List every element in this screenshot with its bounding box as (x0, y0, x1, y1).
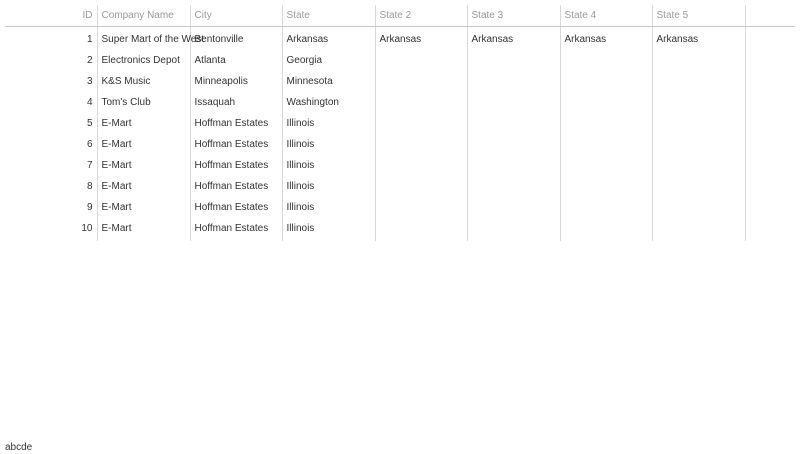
cell-id[interactable]: 8 (5, 176, 97, 197)
data-table (5, 5, 746, 241)
cell-state-4[interactable] (560, 50, 652, 71)
cell-city[interactable]: Hoffman Estates (190, 113, 282, 134)
cell-state-4[interactable] (560, 71, 652, 92)
cell-state-3[interactable] (467, 218, 560, 241)
column-header-state-3[interactable]: State 3 (467, 5, 560, 27)
data-grid (5, 5, 795, 241)
cell-state-5[interactable] (652, 50, 745, 71)
cell-state-4[interactable] (560, 113, 652, 134)
cell-state-5[interactable] (652, 197, 745, 218)
header-row (5, 5, 745, 27)
cell-city[interactable]: Hoffman Estates (190, 134, 282, 155)
table-row[interactable] (5, 92, 745, 113)
cell-state-3[interactable] (467, 71, 560, 92)
cell-state-4[interactable]: Arkansas (560, 27, 652, 51)
cell-city[interactable]: Hoffman Estates (190, 218, 282, 241)
cell-id[interactable]: 1 (5, 27, 97, 51)
cell-state[interactable]: Illinois (282, 218, 375, 241)
table-row[interactable] (5, 176, 745, 197)
cell-state-3[interactable] (467, 134, 560, 155)
cell-company-name[interactable]: E-Mart (97, 134, 190, 155)
cell-state-3[interactable] (467, 113, 560, 134)
cell-id[interactable]: 10 (5, 218, 97, 241)
cell-state-2[interactable] (375, 50, 467, 71)
cell-id[interactable]: 3 (5, 71, 97, 92)
cell-company-name[interactable]: E-Mart (97, 197, 190, 218)
column-header-city[interactable]: City (190, 5, 282, 27)
cell-state-2[interactable] (375, 113, 467, 134)
column-header-state[interactable]: State (282, 5, 375, 27)
cell-city[interactable]: Bentonville (190, 27, 282, 51)
cell-state-3[interactable] (467, 50, 560, 71)
table-row[interactable] (5, 134, 745, 155)
cell-city[interactable]: Hoffman Estates (190, 197, 282, 218)
cell-id[interactable]: 6 (5, 134, 97, 155)
cell-city[interactable]: Atlanta (190, 50, 282, 71)
cell-state-5[interactable] (652, 176, 745, 197)
cell-company-name[interactable]: E-Mart (97, 218, 190, 241)
cell-state-4[interactable] (560, 134, 652, 155)
cell-company-name[interactable]: Super Mart of the West (97, 27, 190, 51)
cell-state[interactable]: Georgia (282, 50, 375, 71)
cell-id[interactable]: 5 (5, 113, 97, 134)
table-row[interactable] (5, 218, 745, 241)
cell-state-2[interactable] (375, 197, 467, 218)
cell-state-4[interactable] (560, 176, 652, 197)
table-row[interactable] (5, 155, 745, 176)
cell-city[interactable]: Minneapolis (190, 71, 282, 92)
cell-state-3[interactable] (467, 176, 560, 197)
cell-state-3[interactable]: Arkansas (467, 27, 560, 51)
cell-id[interactable]: 4 (5, 92, 97, 113)
cell-state-2[interactable] (375, 134, 467, 155)
cell-city[interactable]: Hoffman Estates (190, 155, 282, 176)
column-header-state-5[interactable]: State 5 (652, 5, 745, 27)
cell-state-4[interactable] (560, 155, 652, 176)
table-row[interactable] (5, 71, 745, 92)
cell-state-5[interactable] (652, 218, 745, 241)
cell-state[interactable]: Arkansas (282, 27, 375, 51)
cell-state-5[interactable] (652, 92, 745, 113)
table-row[interactable] (5, 50, 745, 71)
cell-state-5[interactable] (652, 113, 745, 134)
column-header-id[interactable]: ID (5, 5, 97, 27)
cell-state-3[interactable] (467, 92, 560, 113)
cell-state-4[interactable] (560, 218, 652, 241)
cell-state-2[interactable] (375, 71, 467, 92)
cell-state[interactable]: Illinois (282, 155, 375, 176)
cell-state[interactable]: Illinois (282, 176, 375, 197)
column-header-state-2[interactable]: State 2 (375, 5, 467, 27)
cell-state-4[interactable] (560, 197, 652, 218)
cell-id[interactable]: 2 (5, 50, 97, 71)
cell-state-2[interactable] (375, 218, 467, 241)
cell-state[interactable]: Washington (282, 92, 375, 113)
cell-state-5[interactable] (652, 71, 745, 92)
cell-state-2[interactable]: Arkansas (375, 27, 467, 51)
cell-id[interactable]: 7 (5, 155, 97, 176)
table-row[interactable] (5, 113, 745, 134)
cell-company-name[interactable]: Electronics Depot (97, 50, 190, 71)
cell-company-name[interactable]: K&S Music (97, 71, 190, 92)
cell-state[interactable]: Illinois (282, 113, 375, 134)
cell-company-name[interactable]: E-Mart (97, 176, 190, 197)
table-row[interactable] (5, 27, 745, 51)
cell-city[interactable]: Hoffman Estates (190, 176, 282, 197)
cell-state-2[interactable] (375, 155, 467, 176)
cell-state-2[interactable] (375, 176, 467, 197)
cell-state[interactable]: Minnesota (282, 71, 375, 92)
cell-id[interactable]: 9 (5, 197, 97, 218)
footer-text: abcde (5, 442, 33, 453)
cell-company-name[interactable]: Tom's Club (97, 92, 190, 113)
cell-state-2[interactable] (375, 92, 467, 113)
cell-state-5[interactable] (652, 134, 745, 155)
column-header-state-4[interactable]: State 4 (560, 5, 652, 27)
cell-state-4[interactable] (560, 92, 652, 113)
table-row[interactable] (5, 197, 745, 218)
cell-state[interactable]: Illinois (282, 197, 375, 218)
cell-city[interactable]: Issaquah (190, 92, 282, 113)
cell-state-3[interactable] (467, 155, 560, 176)
header-divider (5, 26, 795, 27)
cell-state-5[interactable]: Arkansas (652, 27, 745, 51)
cell-company-name[interactable]: E-Mart (97, 155, 190, 176)
cell-state-5[interactable] (652, 155, 745, 176)
cell-state[interactable]: Illinois (282, 134, 375, 155)
cell-state-3[interactable] (467, 197, 560, 218)
column-header-company-name[interactable]: Company Name (97, 5, 190, 27)
cell-company-name[interactable]: E-Mart (97, 113, 190, 134)
